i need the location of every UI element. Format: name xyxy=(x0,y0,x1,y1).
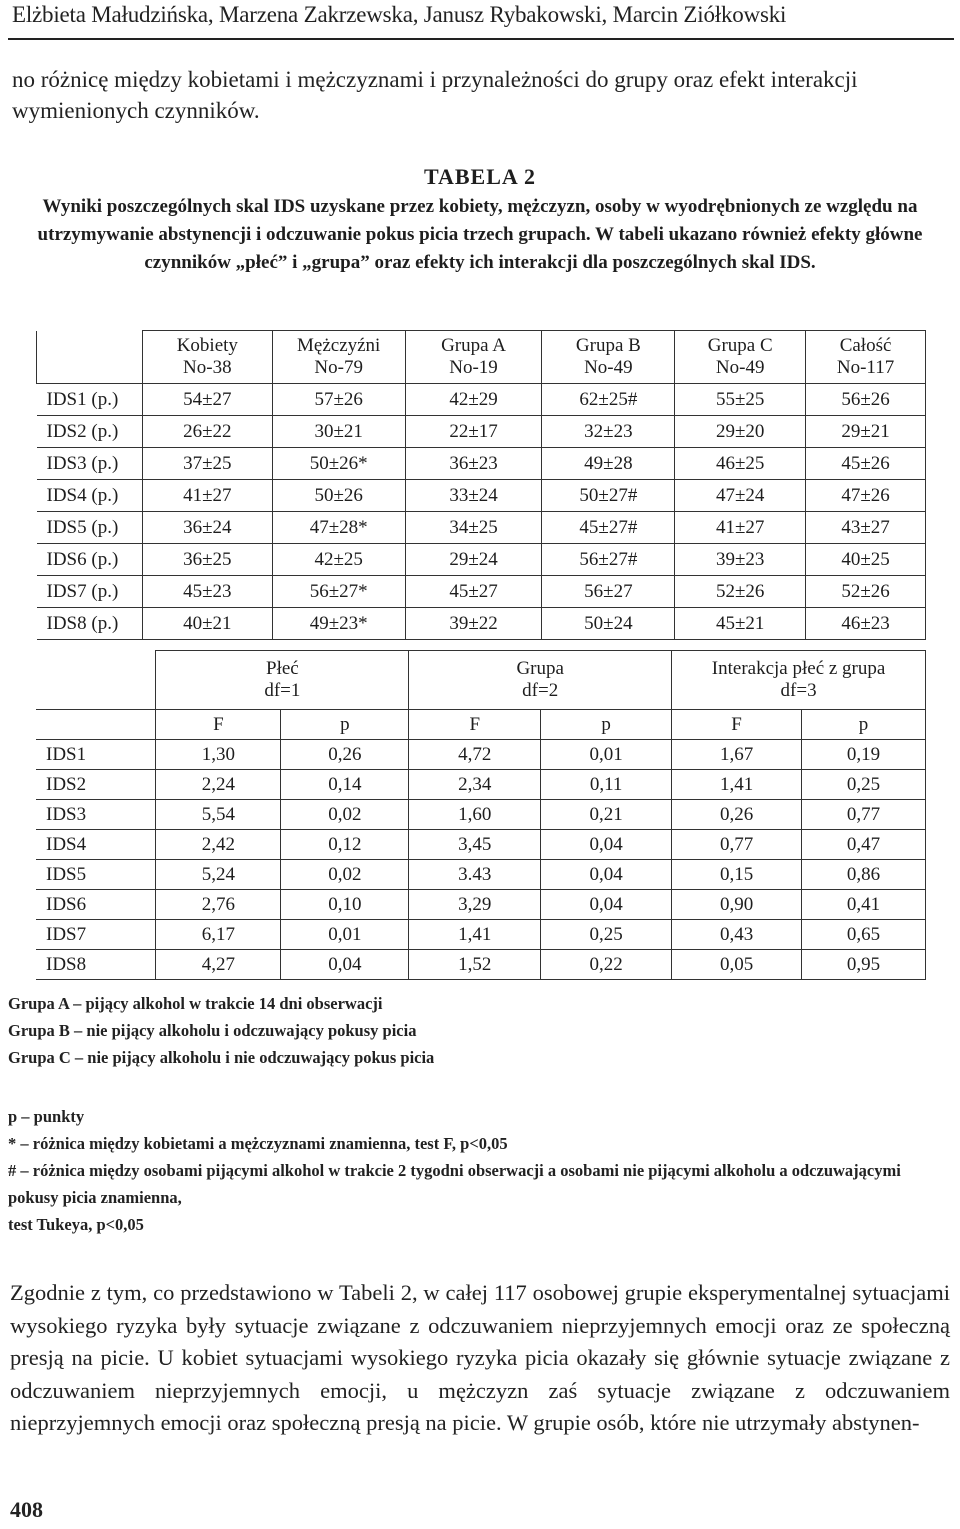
running-header: Elżbieta Małudzińska, Marzena Zakrzewska, Janusz Rybakowski, Marcin Ziółkowski xyxy=(12,2,787,27)
table-cell: 0,02 xyxy=(281,800,409,830)
table-cell: 56±27 xyxy=(542,576,675,608)
table-cell: 0,25 xyxy=(802,770,926,800)
table-cell: 50±26 xyxy=(272,480,405,512)
table-cell: 0,90 xyxy=(672,890,802,920)
table-cell: 0,01 xyxy=(541,740,672,770)
table-cell: 2,24 xyxy=(156,770,281,800)
stat-header-row xyxy=(36,710,926,740)
table-cell: 0,15 xyxy=(672,860,802,890)
table-cell: 0,26 xyxy=(281,740,409,770)
anova-table xyxy=(36,650,926,980)
factor-name: Grupa xyxy=(516,658,564,679)
column-header-count: No-38 xyxy=(183,357,232,378)
table-cell: 49±23* xyxy=(272,608,405,640)
table-cell: 1,60 xyxy=(409,800,541,830)
table-cell: 4,27 xyxy=(156,950,281,980)
table-cell: 32±23 xyxy=(542,416,675,448)
table-cell: 37±25 xyxy=(142,448,272,480)
column-header xyxy=(142,331,272,384)
table-caption xyxy=(4,163,956,277)
row-label: IDS5 xyxy=(36,860,156,890)
table-cell: 0,12 xyxy=(281,830,409,860)
column-header-count: No-79 xyxy=(314,357,363,378)
table-cell: 1,30 xyxy=(156,740,281,770)
table-cell: 5,24 xyxy=(156,860,281,890)
table-cell: 0,26 xyxy=(672,800,802,830)
table-cell: 50±24 xyxy=(542,608,675,640)
table-cell: 0,19 xyxy=(802,740,926,770)
row-label: IDS2 xyxy=(36,770,156,800)
table-cell: 39±22 xyxy=(405,608,542,640)
table-cell: 2,76 xyxy=(156,890,281,920)
corner-cell xyxy=(37,331,143,384)
table-cell: 22±17 xyxy=(405,416,542,448)
row-label: IDS1 xyxy=(36,740,156,770)
table-cell: 0,04 xyxy=(541,830,672,860)
table-cell: 56±27* xyxy=(272,576,405,608)
table-cell: 50±26* xyxy=(272,448,405,480)
table-cell: 46±23 xyxy=(806,608,926,640)
table-cell: 57±26 xyxy=(272,384,405,416)
table-row xyxy=(36,950,926,980)
table-row xyxy=(37,576,926,608)
table-cell: 0,77 xyxy=(802,800,926,830)
table-cell: 0,05 xyxy=(672,950,802,980)
table-row xyxy=(36,830,926,860)
table-cell: 0,21 xyxy=(541,800,672,830)
stat-header: p xyxy=(802,710,926,740)
table-cell: 3,45 xyxy=(409,830,541,860)
table-row xyxy=(37,608,926,640)
table-row xyxy=(37,544,926,576)
row-label: IDS8 xyxy=(36,950,156,980)
table-cell: 47±26 xyxy=(806,480,926,512)
row-label: IDS4 (p.) xyxy=(37,480,143,512)
table-cell: 46±25 xyxy=(675,448,806,480)
row-label: IDS4 xyxy=(36,830,156,860)
table-cell: 41±27 xyxy=(142,480,272,512)
table-cell: 47±28* xyxy=(272,512,405,544)
column-header-name: Całość xyxy=(839,335,892,356)
table-cell: 56±26 xyxy=(806,384,926,416)
legend-item: Grupa B – nie pijący alkoholu i odczuwający pokusy picia xyxy=(8,1021,417,1040)
factor-name: Interakcja płeć z grupa xyxy=(711,658,886,679)
column-header xyxy=(405,331,542,384)
note-item: p – punkty xyxy=(8,1107,85,1126)
column-header-name: Grupa B xyxy=(575,335,641,356)
table-cell: 26±22 xyxy=(142,416,272,448)
group-legend xyxy=(8,990,953,1071)
table-cell: 52±26 xyxy=(806,576,926,608)
means-table xyxy=(36,330,926,640)
intro-paragraph: no różnicę między kobietami i mężczyznami i przynależności do grupy oraz efekt interakcji wymienionych czynników. xyxy=(12,67,858,123)
table-cell: 0,95 xyxy=(802,950,926,980)
table-cell: 45±23 xyxy=(142,576,272,608)
table-cell: 33±24 xyxy=(405,480,542,512)
table-cell: 49±28 xyxy=(542,448,675,480)
row-label: IDS5 (p.) xyxy=(37,512,143,544)
table-cell: 0,47 xyxy=(802,830,926,860)
table-cell: 41±27 xyxy=(675,512,806,544)
factor-df: df=2 xyxy=(522,680,559,701)
note-item: * – różnica między kobietami a mężczyznami znamienna, test F, p<0,05 xyxy=(8,1134,508,1153)
factor-df: df=3 xyxy=(780,680,817,701)
table-cell: 1,52 xyxy=(409,950,541,980)
factor-name: Płeć xyxy=(266,658,299,679)
table-cell: 45±27# xyxy=(542,512,675,544)
column-header xyxy=(806,331,926,384)
factor-df: df=1 xyxy=(264,680,301,701)
table-cell: 30±21 xyxy=(272,416,405,448)
column-header xyxy=(675,331,806,384)
table-row xyxy=(37,480,926,512)
table-row xyxy=(36,800,926,830)
stat-header: F xyxy=(672,710,802,740)
stat-header: F xyxy=(409,710,541,740)
factor-header xyxy=(409,651,672,710)
table-cell: 1,41 xyxy=(672,770,802,800)
table-cell: 42±25 xyxy=(272,544,405,576)
table-cell: 39±23 xyxy=(675,544,806,576)
column-header-name: Mężczyźni xyxy=(297,335,381,356)
factor-header xyxy=(672,651,926,710)
table-row xyxy=(36,860,926,890)
corner-cell xyxy=(36,710,156,740)
table-cell: 0,04 xyxy=(281,950,409,980)
table-cell: 52±26 xyxy=(675,576,806,608)
column-header xyxy=(542,331,675,384)
table-cell: 56±27# xyxy=(542,544,675,576)
table-cell: 45±21 xyxy=(675,608,806,640)
table-cell: 0,41 xyxy=(802,890,926,920)
table-label: TABELA 2 xyxy=(423,164,537,189)
row-label: IDS7 xyxy=(36,920,156,950)
column-header-count: No-19 xyxy=(449,357,498,378)
table-cell: 40±25 xyxy=(806,544,926,576)
page-number: 408 xyxy=(10,1497,43,1522)
note-item: # – różnica między osobami pijącymi alkohol w trakcie 2 tygodni obserwacji a osobami nie pijącymi alkoholu a odczuwającymi pokusy picia znamienna, xyxy=(8,1161,901,1207)
row-label: IDS7 (p.) xyxy=(37,576,143,608)
table-cell: 6,17 xyxy=(156,920,281,950)
table-cell: 42±29 xyxy=(405,384,542,416)
table-cell: 47±24 xyxy=(675,480,806,512)
table-cell: 45±26 xyxy=(806,448,926,480)
row-label: IDS8 (p.) xyxy=(37,608,143,640)
table-row xyxy=(36,890,926,920)
row-label: IDS3 (p.) xyxy=(37,448,143,480)
row-label: IDS6 xyxy=(36,890,156,920)
table-cell: 45±27 xyxy=(405,576,542,608)
table-cell: 36±25 xyxy=(142,544,272,576)
body-paragraph: Zgodnie z tym, co przedstawiono w Tabeli 2, w całej 117 osobowej grupie eksperymentalnej sytuacjami wysokiego ryzyka były sytuacje związane z odczuwaniem nieprzyjemnych emocji oraz ze społeczną presją na picie. U kobiet sytuacjami wysokiego ryzyka picia okazały się głównie sytuacje związane z odczuwaniem nieprzyjemnych emocji, u mężczyzn zaś sytuacje związane z odczuwaniem nieprzyjemnych emocji oraz społeczną presją na picie. W grupie osób, które nie utrzymały abstynen- xyxy=(10,1280,950,1435)
table-cell: 5,54 xyxy=(156,800,281,830)
table-cell: 3,29 xyxy=(409,890,541,920)
table-cell: 55±25 xyxy=(675,384,806,416)
table-cell: 54±27 xyxy=(142,384,272,416)
column-header-name: Grupa C xyxy=(707,335,773,356)
factor-header-row xyxy=(36,651,926,710)
header-rule xyxy=(8,38,954,40)
factor-header xyxy=(156,651,409,710)
table-cell: 29±24 xyxy=(405,544,542,576)
table-row xyxy=(36,770,926,800)
table-cell: 43±27 xyxy=(806,512,926,544)
table-cell: 0,77 xyxy=(672,830,802,860)
table-cell: 0,43 xyxy=(672,920,802,950)
table-cell: 40±21 xyxy=(142,608,272,640)
table-cell: 0,86 xyxy=(802,860,926,890)
table-cell: 0,01 xyxy=(281,920,409,950)
note-item: test Tukeya, p<0,05 xyxy=(8,1215,144,1234)
table-cell: 2,42 xyxy=(156,830,281,860)
table-row xyxy=(37,512,926,544)
table-cell: 1,67 xyxy=(672,740,802,770)
table-cell: 0,11 xyxy=(541,770,672,800)
table-cell: 29±20 xyxy=(675,416,806,448)
stat-header: p xyxy=(281,710,409,740)
table-caption-text: Wyniki poszczególnych skal IDS uzyskane przez kobiety, mężczyzn, osoby w wyodrębnionych ze względu na utrzymywanie abstynencji i odczuwanie pokus picia trzech grupach. W tabeli ukazano również efekty główne czynników „płeć” i „grupa” oraz efekty ich interakcji dla poszczególnych skal IDS. xyxy=(37,196,923,273)
table-cell: 29±21 xyxy=(806,416,926,448)
column-header-count: No-117 xyxy=(836,357,895,378)
table-cell: 62±25# xyxy=(542,384,675,416)
stat-header: p xyxy=(541,710,672,740)
column-header-name: Grupa A xyxy=(441,335,506,356)
table-cell: 0,04 xyxy=(541,860,672,890)
table-cell: 3.43 xyxy=(409,860,541,890)
table-cell: 36±24 xyxy=(142,512,272,544)
table-cell: 4,72 xyxy=(409,740,541,770)
row-label: IDS6 (p.) xyxy=(37,544,143,576)
table-row xyxy=(36,740,926,770)
legend-item: Grupa A – pijący alkohol w trakcie 14 dni obserwacji xyxy=(8,994,383,1013)
table-cell: 0,65 xyxy=(802,920,926,950)
column-header-count: No-49 xyxy=(715,357,765,378)
row-label: IDS1 (p.) xyxy=(37,384,143,416)
table-notes xyxy=(8,1103,953,1238)
table-cell: 1,41 xyxy=(409,920,541,950)
column-header-name: Kobiety xyxy=(176,335,238,356)
table-cell: 0,04 xyxy=(541,890,672,920)
table-cell: 0,22 xyxy=(541,950,672,980)
row-label: IDS3 xyxy=(36,800,156,830)
table-cell: 0,25 xyxy=(541,920,672,950)
table-cell: 36±23 xyxy=(405,448,542,480)
means-header-row xyxy=(37,331,926,384)
column-header-count: No-49 xyxy=(584,357,633,378)
legend-item: Grupa C – nie pijący alkoholu i nie odczuwający pokus picia xyxy=(8,1048,435,1067)
stat-header: F xyxy=(156,710,281,740)
table-cell: 2,34 xyxy=(409,770,541,800)
corner-cell xyxy=(36,651,156,710)
table-row xyxy=(37,416,926,448)
table-row xyxy=(36,920,926,950)
table-cell: 0,14 xyxy=(281,770,409,800)
table-row xyxy=(37,448,926,480)
row-label: IDS2 (p.) xyxy=(37,416,143,448)
table-row xyxy=(37,384,926,416)
column-header xyxy=(272,331,405,384)
table-cell: 34±25 xyxy=(405,512,542,544)
table-cell: 50±27# xyxy=(542,480,675,512)
table-cell: 0,02 xyxy=(281,860,409,890)
table-cell: 0,10 xyxy=(281,890,409,920)
